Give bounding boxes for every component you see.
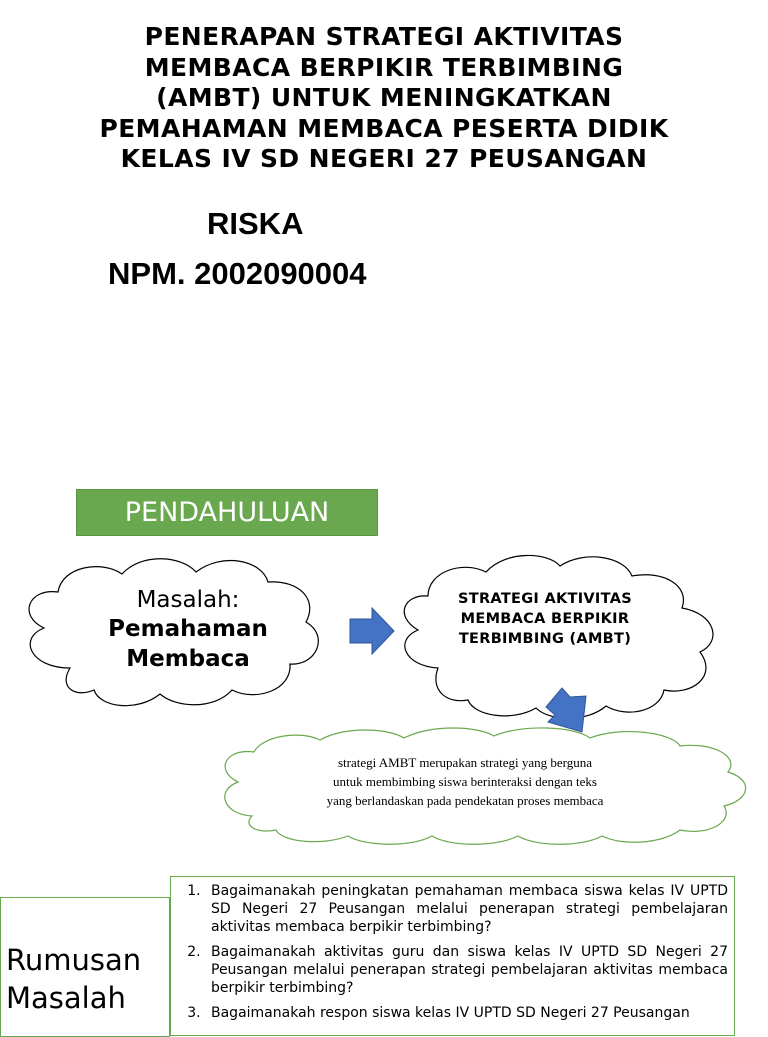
question-item: 1. Bagaimanakah peningkatan pemahaman membaca siswa kelas IV UPTD SD Negeri 27 Peusangan melalui penerapan strategi pembelajaran aktivitas membaca berpikir terbimbing? bbox=[205, 882, 728, 936]
definition-line: strategi AMBT merupakan strategi yang berguna bbox=[337, 755, 593, 770]
strategy-cloud bbox=[420, 589, 670, 649]
problem-topic-line2: Membaca bbox=[126, 646, 250, 672]
strategy-line: TERBIMBING (AMBT) bbox=[458, 631, 632, 647]
pendahuluan-label: PENDAHULUAN bbox=[76, 489, 378, 536]
rumusan-title-line1: Rumusan bbox=[6, 943, 142, 977]
title-line: PENERAPAN STRATEGI AKTIVITAS bbox=[144, 22, 624, 51]
question-list bbox=[177, 882, 728, 1022]
title-line: KELAS IV SD NEGERI 27 PEUSANGAN bbox=[120, 144, 648, 173]
question-item: 2. Bagaimanakah aktivitas guru dan siswa kelas IV UPTD SD Negeri 27 Peusangan melalui penerapan strategi pembelajaran aktivitas membaca berpikir terbimbing? bbox=[205, 943, 728, 997]
title-line: MEMBACA BERPIKIR TERBIMBING bbox=[144, 52, 624, 82]
strategy-line: MEMBACA BERPIKIR bbox=[460, 611, 630, 627]
problem-cloud bbox=[72, 586, 304, 674]
definition-cloud bbox=[285, 753, 645, 810]
problem-label: Masalah: bbox=[136, 587, 240, 613]
author-name: RISKA bbox=[207, 206, 304, 241]
right-arrow-icon bbox=[350, 608, 394, 654]
definition-line: yang berlandaskan pada pendekatan proses membaca bbox=[326, 793, 604, 808]
problem-topic-line1: Pemahaman bbox=[108, 616, 268, 642]
rumusan-title-line2: Masalah bbox=[6, 981, 126, 1015]
title-line: (AMBT) UNTUK MENINGKATKAN bbox=[156, 83, 612, 112]
title-line: PEMAHAMAN MEMBACA PESERTA DIDIK bbox=[99, 113, 669, 143]
definition-line: untuk membimbing siswa berinteraksi dengan teks bbox=[333, 774, 597, 789]
author-npm: NPM. 2002090004 bbox=[108, 256, 367, 291]
question-item: 3. Bagaimanakah respon siswa kelas IV UPTD SD Negeri 27 Peusangan bbox=[205, 1004, 728, 1022]
strategy-line: STRATEGI AKTIVITAS bbox=[458, 591, 632, 607]
rumusan-title bbox=[6, 941, 166, 1017]
research-questions bbox=[170, 876, 735, 1036]
